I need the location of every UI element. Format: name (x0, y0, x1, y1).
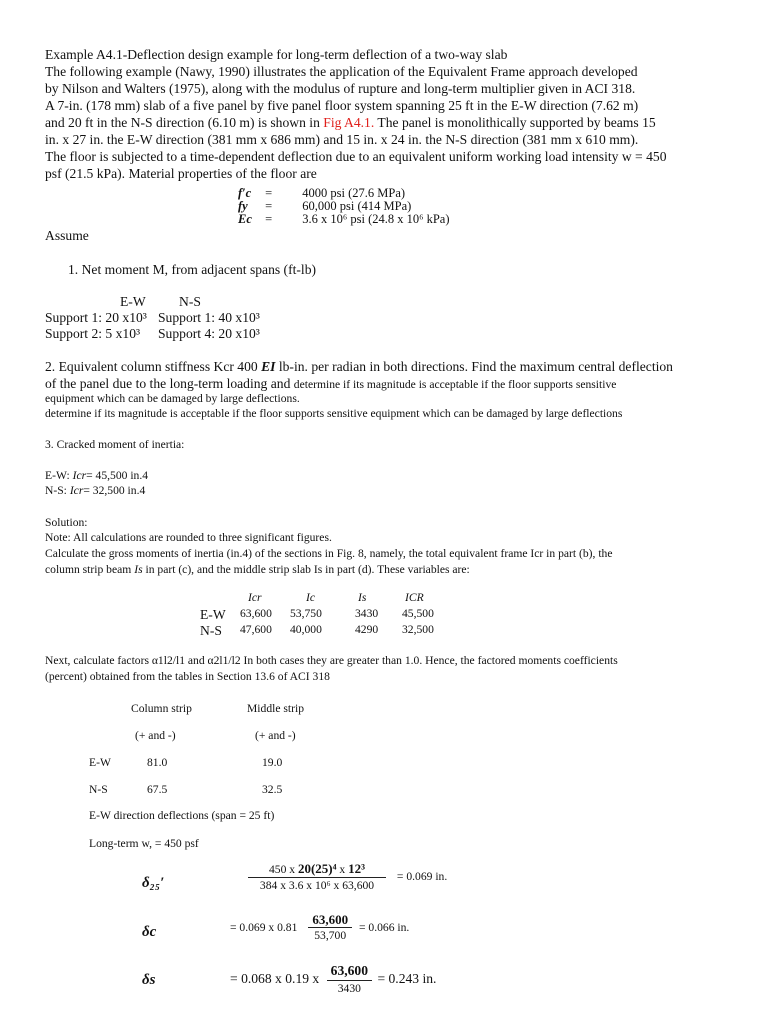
delta-25-symbol: δ₂₅′ (142, 875, 165, 891)
longterm-load: Long-term w, = 450 psf (89, 837, 199, 850)
strip-col-header: Middle strip (247, 702, 305, 715)
inertia-cell: 47,600 (240, 623, 272, 636)
inertia-row-label: N-S (200, 623, 222, 638)
solution-line: column strip beam Is in part (c), and the middle strip slab Is in part (d). These variables are: (45, 563, 470, 576)
item-1: 1. Net moment M, from adjacent spans (ft-lb) (68, 262, 317, 277)
equation-3: = 0.068 x 0.19 x $\frac{63,600}{3430}$ = 0.243 in. (230, 963, 437, 995)
equation-1: $\frac{\text{450 x 20(25)⁴ x 12³}}{\text{384 x 3.6 x 10⁶ x 63,600}}$ = 0.069 in. (248, 862, 447, 892)
item-2-line: of the panel due to the long-term loading and determine if its magnitude is acceptable if the floor supports sensitive (45, 376, 617, 391)
delta-s-symbol: δs (142, 972, 156, 988)
item-2: 2. Equivalent column stiffness Kcr 400 EI lb-in. per radian in both directions. Find the maximum central deflection (45, 359, 673, 374)
intro-line: by Nilson and Walters (1975), along with the modulus of rupture and long-term multiplier given in ACI 318. (45, 81, 636, 96)
item-2-line: equipment which can be damaged by large deflections. (45, 392, 300, 405)
strip-sub-header: (+ and -) (255, 729, 296, 742)
strip-cell: 81.0 (147, 756, 168, 769)
strip-cell: 67.5 (147, 783, 168, 796)
material-symbol: fy (238, 199, 248, 213)
moment-header-ew: E-W (120, 294, 146, 309)
icr-ew: E-W: Icr= 45,500 in.4 (45, 469, 149, 482)
material-properties: f′c = 4000 psi (27.6 MPa) fy = 60,000 psi (414 MPa) Ec = 3.6 x 10⁶ psi (24.8 x 10⁶ kPa) (238, 186, 450, 226)
inertia-cell: 63,600 (240, 607, 272, 620)
item-3: 3. Cracked moment of inertia: (45, 438, 185, 451)
inertia-row-label: E-W (200, 607, 226, 622)
inertia-header: Ic (306, 591, 316, 604)
item-2-line: determine if its magnitude is acceptable if the floor supports sensitive equipment which can be damaged by large deflections (45, 407, 623, 420)
ew-deflections-heading: E-W direction deflections (span = 25 ft) (89, 809, 275, 822)
intro-line: psf (21.5 kPa). Material properties of the floor are (45, 166, 317, 181)
inertia-cell: 40,000 (290, 623, 322, 636)
strip-row-label: N-S (89, 783, 108, 796)
delta-c-symbol: δc (142, 924, 157, 940)
inertia-cell: 4290 (355, 623, 379, 636)
strip-cell: 19.0 (262, 756, 283, 769)
strip-cell: 32.5 (262, 783, 283, 796)
material-symbol: Ec (238, 212, 252, 226)
moment-cell: Support 4: 20 x10³ (158, 326, 260, 341)
intro-line: The following example (Nawy, 1990) illustrates the application of the Equivalent Frame approach developed (45, 64, 638, 79)
material-value: 3.6 x 10⁶ psi (24.8 x 10⁶ kPa) (302, 212, 450, 226)
inertia-header: ICR (405, 591, 424, 604)
material-value: 60,000 psi (414 MPa) (302, 199, 412, 213)
next-line: (percent) obtained from the tables in Section 13.6 of ACI 318 (45, 670, 330, 683)
inertia-header: Icr (248, 591, 262, 604)
inertia-cell: 32,500 (402, 623, 434, 636)
material-symbol: f′c (238, 186, 252, 200)
moment-cell: Support 1: 40 x10³ (158, 310, 260, 325)
icr-ns: N-S: Icr= 32,500 in.4 (45, 484, 146, 497)
inertia-cell: 3430 (355, 607, 379, 620)
example-title: Example A4.1-Deflection design example for long-term deflection of a two-way slab (45, 47, 508, 62)
material-value: 4000 psi (27.6 MPa) (302, 186, 406, 200)
inertia-header: Is (358, 591, 367, 604)
moment-cell: Support 2: 5 x10³ (45, 326, 141, 341)
strip-row-label: E-W (89, 756, 111, 769)
intro-line: A 7-in. (178 mm) slab of a five panel by five panel floor system spanning 25 ft in the E-W direction (7.62 m) (45, 98, 639, 113)
strip-sub-header: (+ and -) (135, 729, 176, 742)
moment-cell: Support 1: 20 x10³ (45, 310, 147, 325)
next-line: Next, calculate factors α1l2/l1 and α2l1/l2 In both cases they are greater than 1.0. Hence, the factored moments coefficients (45, 654, 618, 667)
solution-note: Note: All calculations are rounded to three significant figures. (45, 531, 332, 544)
inertia-cell: 53,750 (290, 607, 322, 620)
intro-line: The floor is subjected to a time-dependent deflection due to an equivalent uniform working load intensity w = 450 (45, 149, 667, 164)
strip-col-header: Column strip (131, 702, 192, 715)
solution-line: Calculate the gross moments of inertia (in.4) of the sections in Fig. 8, namely, the total equivalent frame Icr in part (b), the (45, 547, 613, 560)
intro-line: in. x 27 in. the E-W direction (381 mm x 686 mm) and 15 in. x 24 in. the N-S direction (381 mm x 610 mm). (45, 132, 639, 147)
equation-2: = 0.069 x 0.81 $\frac{63,600}{53,700}$ = 0.066 in. (230, 912, 410, 942)
assume-label: Assume (45, 228, 89, 243)
solution-title: Solution: (45, 516, 88, 529)
moment-header-ns: N-S (179, 294, 201, 309)
intro-line: and 20 ft in the N-S direction (6.10 m) is shown in Fig A4.1. The panel is monolithically supported by beams 15 (45, 115, 656, 130)
figure-link[interactable]: Fig A4.1. (323, 115, 375, 130)
inertia-cell: 45,500 (402, 607, 434, 620)
